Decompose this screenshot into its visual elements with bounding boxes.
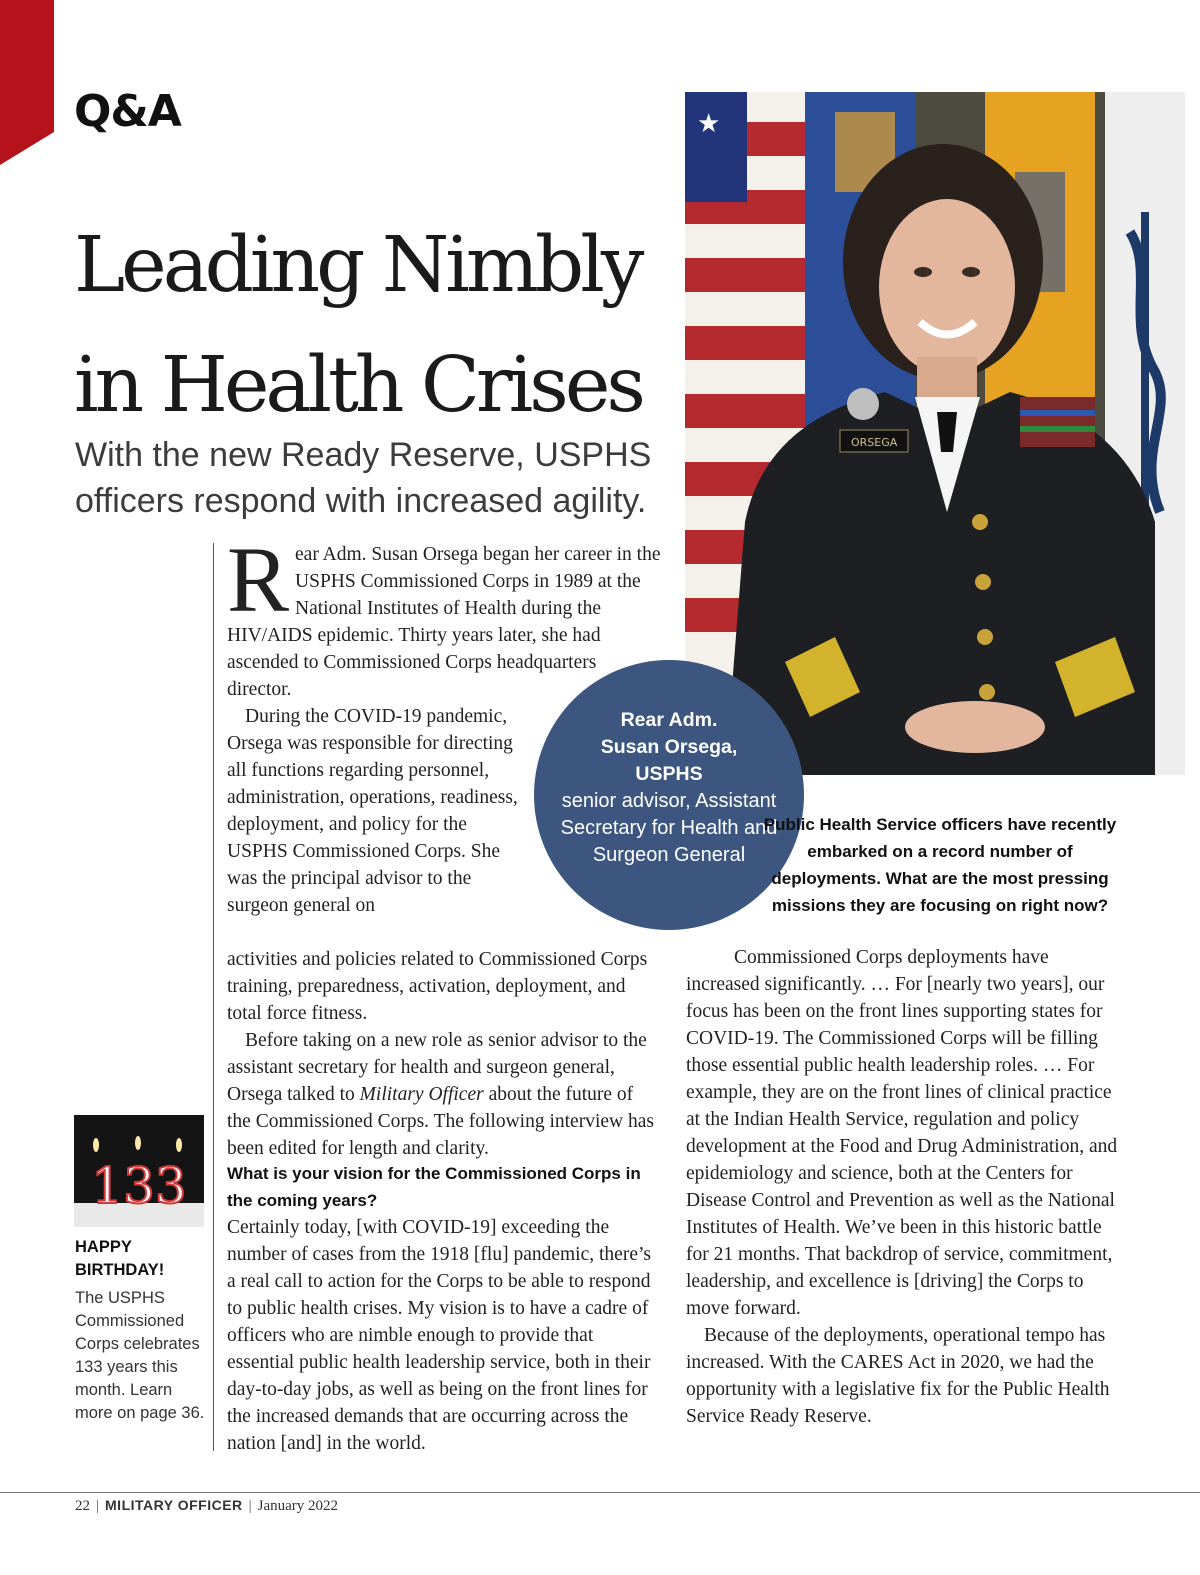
issue-date: January 2022 bbox=[257, 1498, 339, 1514]
photo-nameplate-text: ORSEGA bbox=[851, 436, 898, 449]
page-footer: 22 | MILITARY OFFICER | January 2022 bbox=[75, 1497, 339, 1514]
paragraph-3-text-b: about the future of the Commissioned Corps. The following interview has been edited for length and clarity. bbox=[227, 1084, 654, 1159]
caption-name-line-1: Rear Adm. bbox=[620, 709, 718, 731]
magazine-name: MILITARY OFFICER bbox=[105, 1497, 243, 1513]
column-1-continued bbox=[227, 946, 659, 1162]
question-1-block bbox=[227, 1160, 659, 1457]
paragraph-3 bbox=[227, 1027, 659, 1162]
birthday-candles-illustration bbox=[74, 1115, 204, 1227]
portrait-illustration bbox=[685, 92, 1185, 775]
column-divider bbox=[213, 543, 214, 1451]
answer-2-paragraph-2: Because of the deployments, operational tempo has increased. With the CARES Act in 2020, we had the opportunity with a legislative fix for the Public Health Service Ready Reserve. bbox=[686, 1325, 1110, 1427]
headline-line-1: Leading Nimbly bbox=[74, 221, 641, 310]
deck-line-1: With the new Ready Reserve, USPHS bbox=[75, 436, 652, 474]
deck bbox=[75, 432, 685, 524]
footer-rule bbox=[0, 1492, 1200, 1493]
sidebar-heading-line-1: HAPPY bbox=[75, 1238, 132, 1256]
answer-2-paragraph-1: Commissioned Corps deployments have increased significantly. … For [nearly two years], our focus has been on the front lines supporting states for COVID-19. The Commissioned Corps will be filling those essential public health leadership roles. … For example, they are on the front lines of clinical practice at the Indian Health Service, regulation and policy development at the Food and Drug Administration, and epidemiology and science, both at the Centers for Disease Control and Prevention as well as the National Institutes of Health. We’ve been in this historic battle for 21 months. That backdrop of service, commitment, leadership, and excellence is [driving] the Corps to move forward. bbox=[686, 947, 1118, 1319]
page-number: 22 bbox=[75, 1498, 90, 1514]
paragraph-2-continued: activities and policies related to Commissioned Corps training, preparedness, activation, deployment, and total force fitness. bbox=[227, 949, 648, 1024]
section-corner-tab bbox=[0, 0, 54, 165]
intro-paragraph bbox=[227, 529, 662, 703]
deck-line-2: officers respond with increased agility. bbox=[75, 482, 647, 520]
drop-cap: R bbox=[227, 529, 290, 632]
headline-line-2: in Health Crises bbox=[74, 341, 642, 430]
section-label: Q&A bbox=[74, 86, 181, 137]
intro-text: ear Adm. Susan Orsega began her career in the USPHS Commissioned Corps in 1989 at the National Institutes of Health during the HIV/AIDS epidemic. Thirty years later, she had ascended to Commissioned Corps headquarters director. bbox=[227, 544, 661, 700]
paragraph-3-text-a: Before taking on a new role as senior advisor to the assistant secretary for health and surgeon general, Orsega talked to bbox=[227, 1030, 647, 1105]
sidebar-heading-line-2: BIRTHDAY! bbox=[75, 1261, 165, 1279]
caption-name-line-2: Susan Orsega, bbox=[600, 736, 738, 758]
birthday-cake-image bbox=[74, 1115, 204, 1227]
paragraph-2: During the COVID-19 pandemic, Orsega was responsible for directing all functions regarding personnel, administration, operations, readiness, deployment, and policy for the USPHS Commissioned Corps. She was the principal advisor to the surgeon general on bbox=[227, 706, 518, 916]
sidebar-heading bbox=[75, 1236, 215, 1282]
magazine-title-italic: Military Officer bbox=[359, 1084, 484, 1105]
sidebar-text: The USPHS Commissioned Corps celebrates 133 years this month. Learn more on page 36. bbox=[75, 1289, 205, 1422]
answer-2-block bbox=[686, 944, 1126, 1430]
cake-number: 133 bbox=[91, 1157, 187, 1215]
headline bbox=[74, 206, 654, 446]
svg-text:★: ★ bbox=[697, 109, 721, 139]
caption-name-line-3: USPHS bbox=[635, 763, 703, 785]
caption-role: senior advisor, Assistant Secretary for Health and Surgeon General bbox=[560, 790, 778, 866]
portrait-photo bbox=[685, 92, 1185, 775]
question-1: What is your vision for the Commissioned Corps in the coming years? bbox=[227, 1164, 641, 1210]
question-2: Public Health Service officers have recently embarked on a record number of deployments. What are the most pressing missions they are focusing on right now? bbox=[763, 815, 1117, 915]
answer-1: Certainly today, [with COVID-19] exceeding the number of cases from the 1918 [flu] pandemic, there’s a real call to action for the Corps to be able to respond to public health crises. My vision is to have a cadre of officers who are nimble enough to provide that essential public health leadership service, both in their day-to-day jobs, as well as being on the front lines for the increased demands that are occurring across the nation [and] in the world. bbox=[227, 1217, 651, 1454]
